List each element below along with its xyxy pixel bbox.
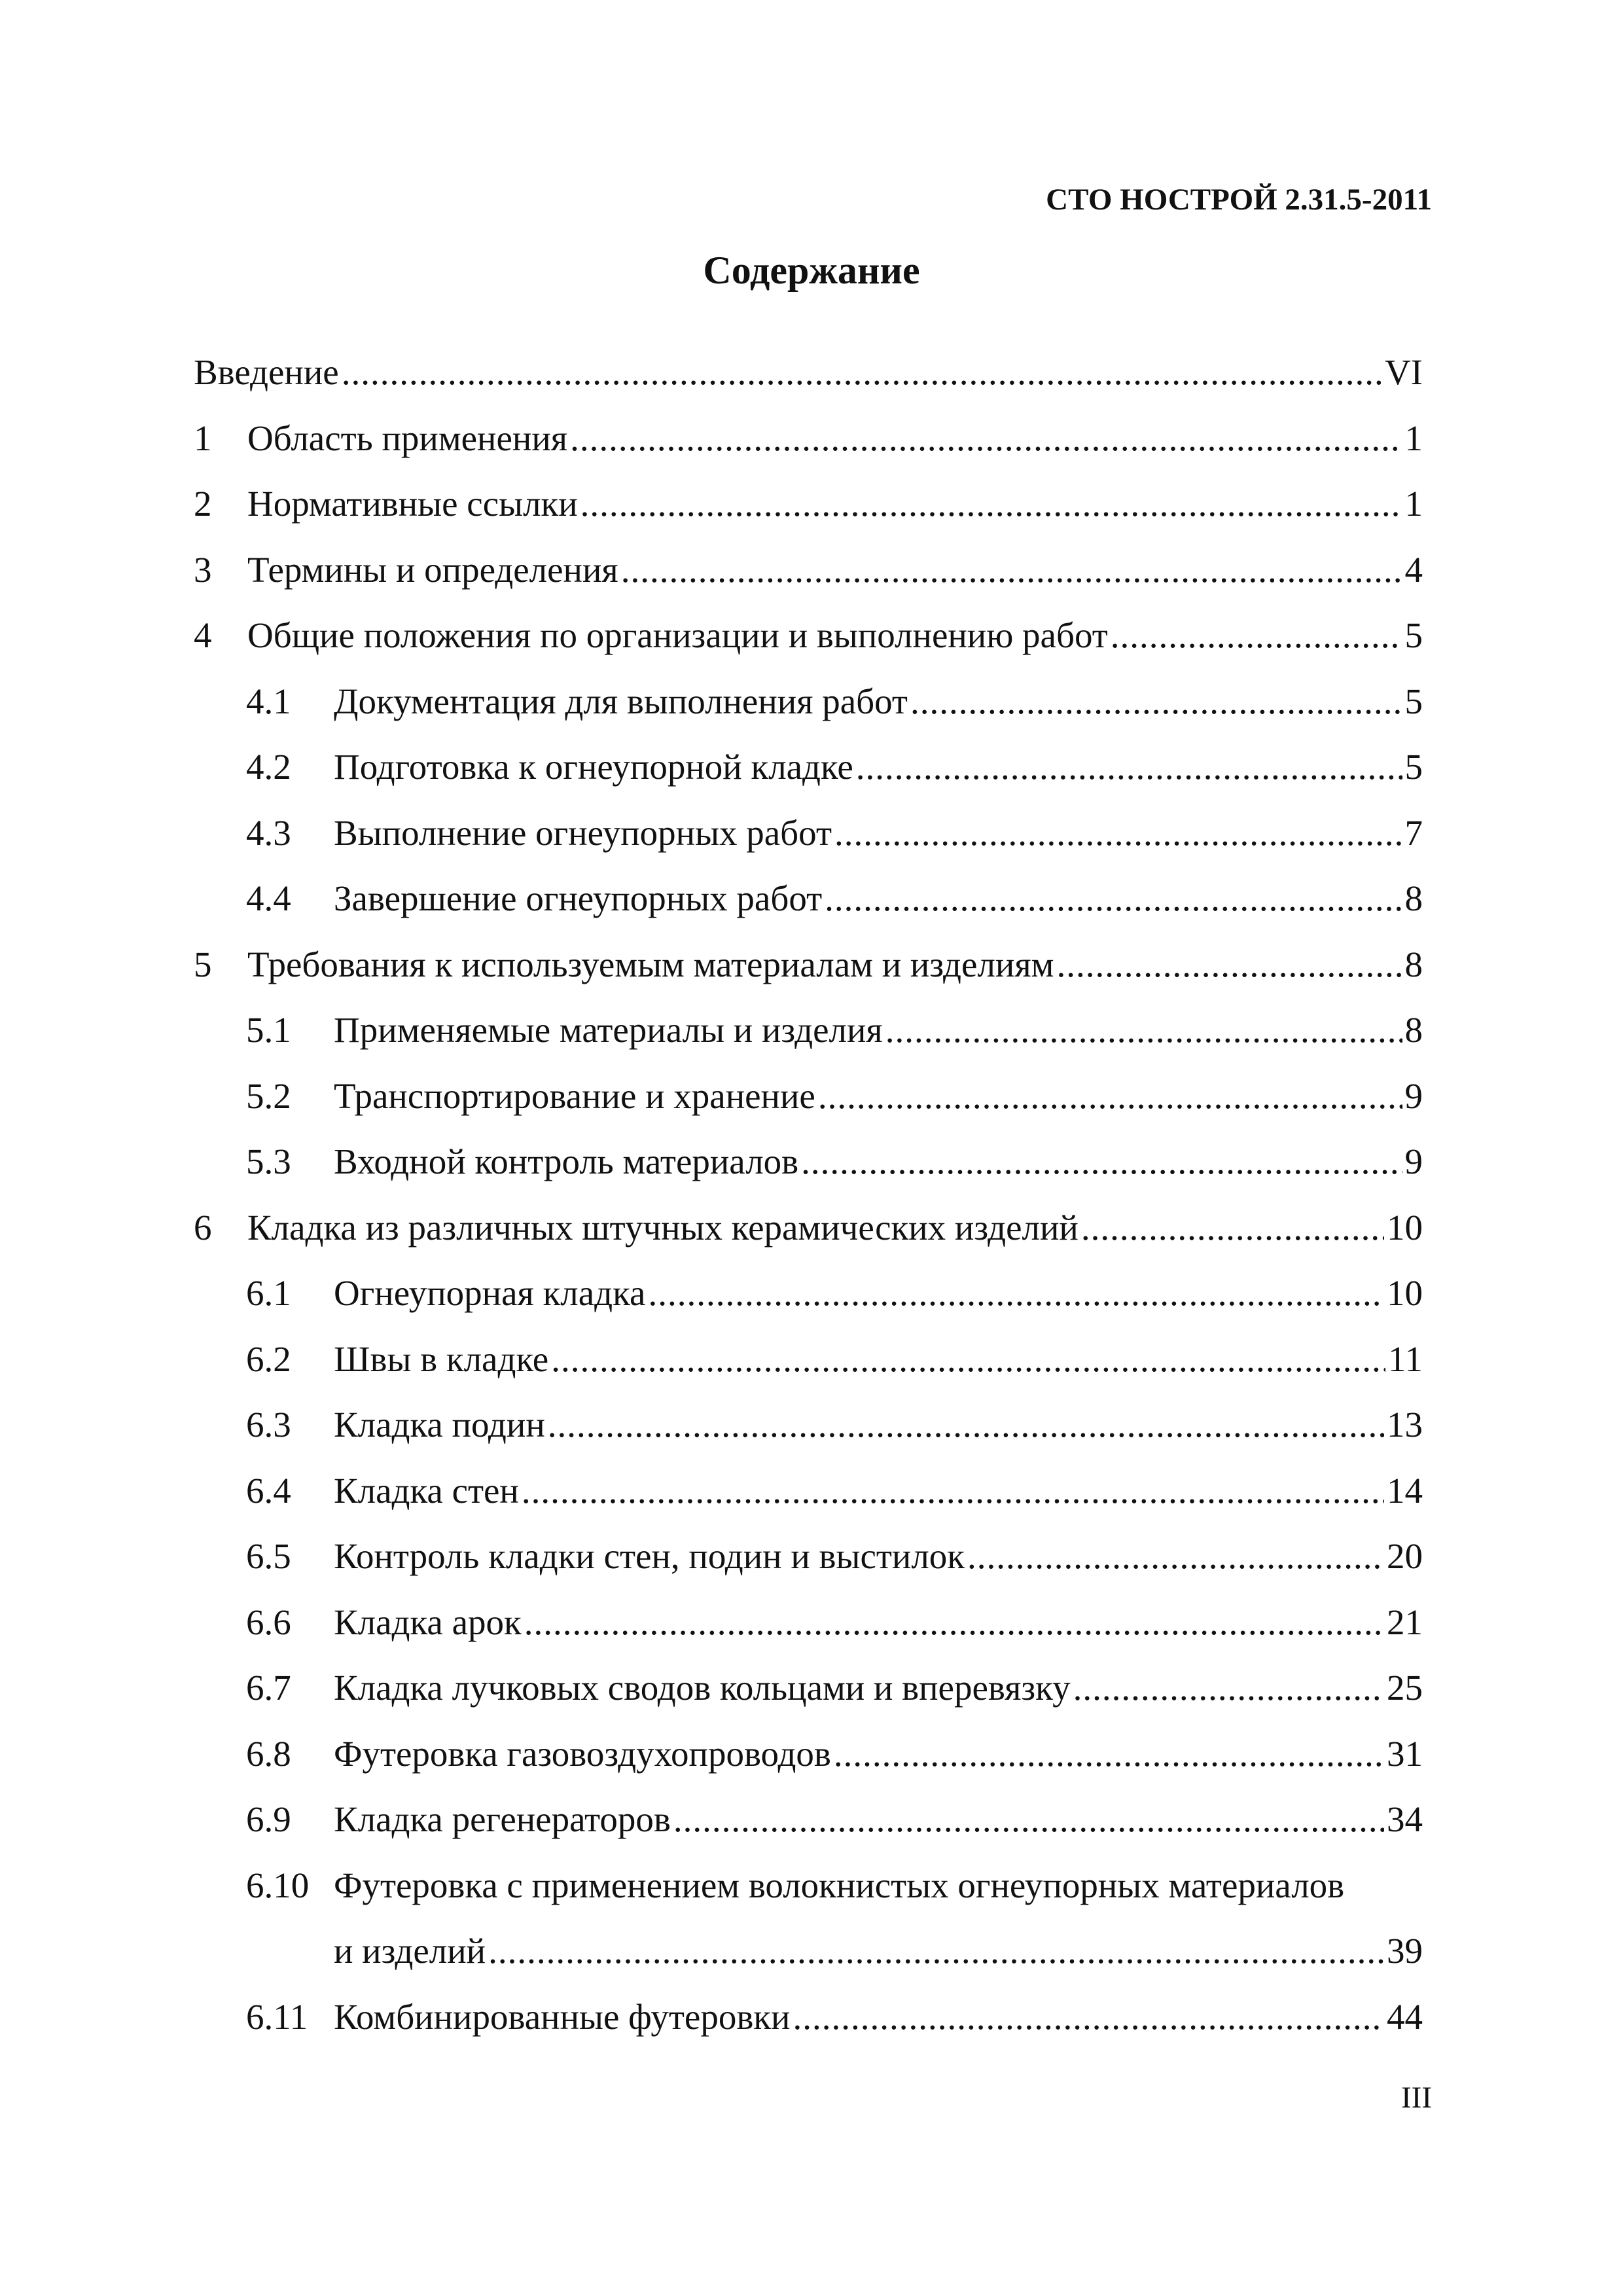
toc-entry-page: 10	[1387, 1273, 1423, 1313]
toc-dot-leader	[834, 800, 1402, 866]
toc-entry-page: 11	[1388, 1339, 1423, 1379]
toc-entry-title: Кладка лучковых сводов кольцами и вперевязку	[334, 1668, 1071, 1708]
toc-dot-leader	[524, 1590, 1384, 1655]
toc-dot-leader	[551, 1327, 1385, 1392]
toc-entry-6-10[interactable]	[246, 1853, 1437, 1918]
toc-entry-number: 5.2	[246, 1076, 291, 1116]
toc-entry-number: 5	[194, 944, 212, 984]
toc-dot-leader	[1056, 932, 1402, 997]
toc-entry-number: 4	[194, 615, 212, 655]
toc-entry-6-2[interactable]	[246, 1327, 1423, 1392]
toc-entry-6-4[interactable]	[246, 1458, 1423, 1524]
toc-entry-page: 7	[1404, 813, 1423, 853]
toc-entry-page: 4	[1404, 550, 1423, 590]
toc-entry-page: 25	[1387, 1668, 1423, 1708]
page-title: Содержание	[703, 249, 920, 292]
toc-entry-page: 1	[1404, 484, 1423, 524]
toc-entry-page: 8	[1404, 1010, 1423, 1050]
toc-entry-title: Нормативные ссылки	[247, 484, 578, 524]
toc-entry-5-3[interactable]	[246, 1129, 1423, 1194]
toc-entry-title: Комбинированные футеровки	[334, 1997, 791, 2037]
toc-dot-leader	[825, 866, 1402, 931]
toc-dot-leader	[673, 1787, 1384, 1852]
toc-entry-title: Транспортирование и хранение	[334, 1076, 815, 1116]
toc-dot-leader	[1073, 1655, 1384, 1721]
toc-entry-title: Футеровка с применением волокнистых огнеупорных материалов	[334, 1865, 1345, 1905]
toc-entry-5-2[interactable]	[246, 1064, 1423, 1129]
toc-entry-title: Введение	[194, 352, 339, 392]
toc-entry-4-1[interactable]	[246, 669, 1423, 734]
toc-dot-leader	[818, 1064, 1402, 1129]
toc-entry-page: 44	[1387, 1997, 1423, 2037]
toc-entry-number: 6.7	[246, 1668, 291, 1708]
toc-entry-5[interactable]	[194, 932, 1423, 997]
toc-entry-page: 9	[1404, 1076, 1423, 1116]
toc-dot-leader	[801, 1129, 1402, 1194]
toc-entry-title: Выполнение огнеупорных работ	[334, 813, 832, 853]
toc-entry-title: Входной контроль материалов	[334, 1141, 799, 1181]
toc-entry-3[interactable]	[194, 537, 1423, 603]
toc-entry-number: 6.11	[246, 1997, 308, 2037]
toc-entry-title: Кладка арок	[334, 1602, 522, 1642]
toc-dot-leader	[648, 1261, 1384, 1326]
toc-entry-number: 4.1	[246, 681, 291, 721]
toc-entry-number: 5.3	[246, 1141, 291, 1181]
toc-dot-leader	[1111, 603, 1402, 668]
toc-entry-number: 6.5	[246, 1536, 291, 1576]
toc-entry-6-8[interactable]	[246, 1721, 1423, 1787]
toc-dot-leader	[580, 471, 1402, 537]
toc-dot-leader	[834, 1721, 1384, 1787]
toc-entry-title: Футеровка газовоздухопроводов	[334, 1734, 831, 1774]
toc-entry-page: 20	[1387, 1536, 1423, 1576]
page-number: III	[1401, 2081, 1432, 2115]
toc-entry-title: Требования к используемым материалам и изделиям	[247, 944, 1054, 984]
toc-entry-title: Кладка из различных штучных керамических изделий	[247, 1208, 1079, 1247]
toc-entry-page: 31	[1387, 1734, 1423, 1774]
toc-entry-number: 4.2	[246, 747, 291, 787]
toc-entry-page: 9	[1404, 1141, 1423, 1181]
toc-dot-leader	[856, 734, 1402, 800]
toc-entry-title: Область применения	[247, 418, 568, 458]
toc-dot-leader	[621, 537, 1402, 603]
toc-dot-leader	[1081, 1195, 1384, 1261]
toc-dot-leader	[488, 1918, 1384, 1984]
document-code: СТО НОСТРОЙ 2.31.5-2011	[1046, 183, 1432, 217]
toc-entry-4[interactable]	[194, 603, 1423, 668]
toc-entry-number: 6.4	[246, 1471, 291, 1511]
toc-entry-page: 13	[1387, 1405, 1423, 1444]
toc-dot-leader	[885, 997, 1402, 1063]
toc-entry-6-1[interactable]	[246, 1261, 1423, 1326]
toc-entry-number: 5.1	[246, 1010, 291, 1050]
toc-entry-6-3[interactable]	[246, 1392, 1423, 1458]
toc-entry-title: Швы в кладке	[334, 1339, 549, 1379]
toc-entry-number: 6.9	[246, 1799, 291, 1839]
toc-entry-page: 5	[1404, 615, 1423, 655]
toc-entry-number: 6.8	[246, 1734, 291, 1774]
toc-dot-leader	[548, 1392, 1384, 1458]
toc-entry-page: 1	[1404, 418, 1423, 458]
toc-entry-title: Кладка регенераторов	[334, 1799, 671, 1839]
toc-dot-leader	[522, 1458, 1384, 1524]
toc-entry-page: 34	[1387, 1799, 1423, 1839]
toc-entry-title: Кладка стен	[334, 1471, 519, 1511]
toc-entry-2[interactable]	[194, 471, 1423, 537]
toc-entry-number: 4.3	[246, 813, 291, 853]
toc-entry-4-2[interactable]	[246, 734, 1423, 800]
toc-entry-number: 6	[194, 1208, 212, 1247]
toc-entry-number: 6.2	[246, 1339, 291, 1379]
toc-entry-intro[interactable]	[194, 340, 1423, 405]
toc-entry-number: 6.1	[246, 1273, 291, 1313]
toc-entry-4-4[interactable]	[246, 866, 1423, 931]
toc-dot-leader	[910, 669, 1402, 734]
toc-entry-page: VI	[1384, 352, 1423, 392]
toc-entry-title: Общие положения по организации и выполнению работ	[247, 615, 1108, 655]
toc-entry-6-6[interactable]	[246, 1590, 1423, 1655]
toc-entry-number: 6.10	[246, 1865, 310, 1905]
toc-entry-6[interactable]	[194, 1195, 1423, 1261]
toc-entry-page: 14	[1387, 1471, 1423, 1511]
toc-entry-6-5[interactable]	[246, 1524, 1423, 1589]
toc-entry-5-1[interactable]	[246, 997, 1423, 1063]
toc-entry-title: Подготовка к огнеупорной кладке	[334, 747, 853, 787]
toc-entry-number: 6.6	[246, 1602, 291, 1642]
toc-entry-page: 21	[1387, 1602, 1423, 1642]
toc-entry-4-3[interactable]	[246, 800, 1423, 866]
toc-dot-leader	[570, 406, 1402, 471]
toc-entry-title: Применяемые материалы и изделия	[334, 1010, 883, 1050]
toc-entry-title: Огнеупорная кладка	[334, 1273, 646, 1313]
toc-entry-title: Завершение огнеупорных работ	[334, 878, 823, 918]
toc-entry-6-9[interactable]	[246, 1787, 1423, 1852]
toc-dot-leader	[342, 340, 1382, 405]
toc-entry-title: Термины и определения	[247, 550, 618, 590]
toc-dot-leader	[793, 1984, 1384, 2050]
toc-entry-number: 1	[194, 418, 212, 458]
toc-dot-leader	[967, 1524, 1384, 1589]
toc-entry-title: Документация для выполнения работ	[334, 681, 908, 721]
toc-entry-page: 8	[1404, 878, 1423, 918]
toc-entry-title: Контроль кладки стен, подин и выстилок	[334, 1536, 965, 1576]
toc-entry-page: 39	[1387, 1931, 1423, 1971]
toc-entry-number: 2	[194, 484, 212, 524]
toc-entry-title: Кладка подин	[334, 1405, 545, 1444]
toc-entry-number: 3	[194, 550, 212, 590]
toc-entry-title-continuation: и изделий	[334, 1931, 486, 1971]
toc-entry-page: 5	[1404, 747, 1423, 787]
toc-entry-page: 10	[1387, 1208, 1423, 1247]
toc-entry-6-11[interactable]	[246, 1984, 1423, 2050]
toc-entry-page: 8	[1404, 944, 1423, 984]
toc-entry-number: 4.4	[246, 878, 291, 918]
toc-entry-6-10-continuation[interactable]	[334, 1918, 1423, 1984]
toc-entry-number: 6.3	[246, 1405, 291, 1444]
toc-entry-6-7[interactable]	[246, 1655, 1423, 1721]
toc-entry-page: 5	[1404, 681, 1423, 721]
toc-entry-1[interactable]	[194, 406, 1423, 471]
